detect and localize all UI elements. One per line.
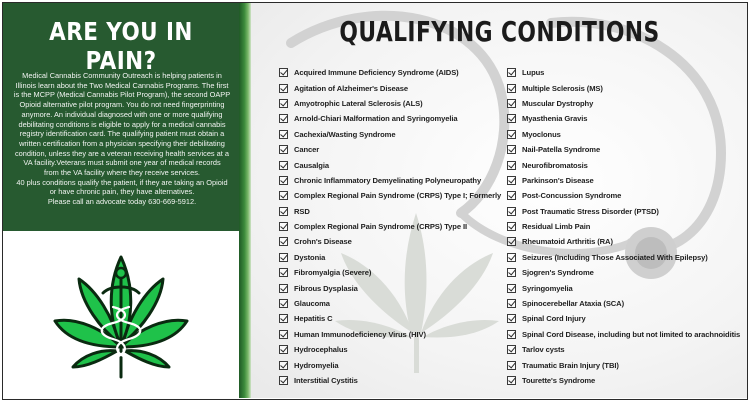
page-title: QUALIFYING CONDITIONS [339, 15, 660, 48]
condition-item [279, 80, 501, 95]
info-paragraph-line: Illinois learn about the Two Medical Cannabis Programs. The first [15, 80, 229, 90]
condition-item [279, 204, 501, 219]
condition-label: Myasthenia Gravis [522, 114, 588, 124]
condition-item [279, 357, 501, 372]
condition-label: Tarlov cysts [522, 345, 565, 355]
checkbox-checked-icon [279, 222, 288, 231]
condition-item [279, 111, 501, 126]
checkbox-checked-icon [279, 237, 288, 246]
condition-label: Residual Limb Pain [522, 222, 591, 232]
checkbox-checked-icon [507, 314, 516, 323]
checkbox-checked-icon [507, 361, 516, 370]
condition-item [507, 250, 740, 265]
condition-item [507, 342, 740, 357]
condition-item [279, 173, 501, 188]
condition-item [279, 280, 501, 295]
checkbox-checked-icon [507, 345, 516, 354]
condition-label: Spinal Cord Injury [522, 314, 586, 324]
condition-item [507, 142, 740, 157]
checkbox-checked-icon [279, 330, 288, 339]
condition-item [507, 173, 740, 188]
condition-item [507, 65, 740, 80]
condition-label: Myoclonus [522, 129, 561, 139]
condition-item [507, 280, 740, 295]
divider-strip [239, 3, 251, 398]
info-paragraph-line: Medical Cannabis Community Outreach is helping patients in [22, 71, 222, 80]
condition-item [507, 157, 740, 172]
checkbox-checked-icon [279, 314, 288, 323]
checkbox-checked-icon [279, 84, 288, 93]
condition-label: RSD [294, 206, 310, 216]
condition-item [507, 127, 740, 142]
condition-label: Crohn's Disease [294, 237, 352, 247]
checkbox-checked-icon [279, 114, 288, 123]
condition-label: Dystonia [294, 252, 326, 262]
condition-label: Rheumatoid Arthritis (RA) [522, 237, 613, 247]
checkbox-checked-icon [507, 84, 516, 93]
condition-item [507, 111, 740, 126]
condition-item [507, 96, 740, 111]
condition-label: Interstitial Cystitis [294, 376, 358, 385]
info-paragraph-line: Please call an advocate today 630-669-5912. [47, 197, 197, 207]
condition-label: Fibrous Dysplasia [294, 283, 358, 293]
condition-label: Seizures (Including Those Associated With Epilepsy) [522, 252, 708, 262]
condition-item [279, 311, 501, 326]
condition-label: Spinal Cord Disease, including but not limited to arachnoiditis [522, 329, 741, 339]
checkbox-checked-icon [279, 130, 288, 139]
condition-label: Post-Concussion Syndrome [522, 191, 622, 201]
checkbox-checked-icon [279, 376, 288, 385]
checkbox-checked-icon [507, 114, 516, 123]
conditions-column-2 [507, 65, 740, 388]
condition-item [507, 265, 740, 280]
condition-label: Glaucoma [294, 299, 330, 309]
info-paragraph [9, 71, 235, 207]
condition-item [507, 188, 740, 203]
condition-label: Syringomyelia [522, 283, 573, 293]
condition-label: Cancer [294, 145, 320, 155]
info-box [3, 3, 239, 231]
condition-label: Lupus [522, 68, 545, 78]
info-paragraph-line: Opioid alternative pilot program. You do not need fingerprinting [19, 100, 225, 110]
condition-item [279, 157, 501, 172]
condition-label: Complex Regional Pain Syndrome (CRPS) Type II [294, 222, 468, 232]
info-paragraph-line: registry identification card. The qualifying patient must obtain a [19, 129, 225, 139]
condition-item [279, 142, 501, 157]
condition-item [507, 80, 740, 95]
condition-label: Parkinson's Disease [522, 175, 594, 185]
condition-label: Arnold-Chiari Malformation and Syringomyelia [294, 114, 458, 124]
left-panel [3, 3, 239, 398]
checkbox-checked-icon [507, 130, 516, 139]
condition-item [507, 311, 740, 326]
condition-item [279, 96, 501, 111]
condition-label: Human Immunodeficiency Virus (HIV) [294, 329, 426, 339]
condition-item [279, 234, 501, 249]
condition-item [279, 65, 501, 80]
info-paragraph-line: anymore. An individual diagnosed with one or more qualifying [21, 109, 223, 119]
checkbox-checked-icon [507, 176, 516, 185]
condition-label: Post Traumatic Stress Disorder (PTSD) [522, 206, 659, 216]
info-paragraph-line: debilitating conditions is eligible to apply for a medical cannabis [18, 119, 226, 129]
condition-item [279, 342, 501, 357]
condition-item [507, 204, 740, 219]
checkbox-checked-icon [507, 376, 516, 385]
condition-label: Fibromyalgia (Severe) [294, 268, 372, 278]
headline: ARE YOU IN PAIN? [49, 17, 193, 75]
info-paragraph-line: from the VA facility where they receive services. [44, 168, 200, 178]
info-paragraph-line: condition, unless they are a veteran receiving health services at a [14, 148, 230, 158]
checkbox-checked-icon [279, 361, 288, 370]
checkbox-checked-icon [279, 68, 288, 77]
condition-item [279, 219, 501, 234]
conditions-column-1 [279, 65, 501, 388]
checkbox-checked-icon [507, 99, 516, 108]
condition-item [507, 327, 740, 342]
condition-label: Tourette's Syndrome [522, 376, 596, 385]
condition-label: Complex Regional Pain Syndrome (CRPS) Type I; Formerly [294, 191, 502, 201]
condition-item [507, 296, 740, 311]
right-panel [251, 3, 748, 398]
info-paragraph-line: written certification from a physician specifying their debilitating [19, 138, 225, 148]
checkbox-checked-icon [279, 99, 288, 108]
condition-item [279, 327, 501, 342]
condition-label: Chronic Inflammatory Demyelinating Polyneuropathy [294, 175, 482, 185]
checkbox-checked-icon [279, 253, 288, 262]
condition-item [507, 219, 740, 234]
checkbox-checked-icon [507, 284, 516, 293]
checkbox-checked-icon [507, 253, 516, 262]
condition-item [279, 296, 501, 311]
checkbox-checked-icon [507, 237, 516, 246]
condition-item [279, 127, 501, 142]
checkbox-checked-icon [279, 284, 288, 293]
checkbox-checked-icon [507, 68, 516, 77]
checkbox-checked-icon [279, 161, 288, 170]
condition-label: Agitation of Alzheimer's Disease [294, 83, 408, 93]
condition-label: Acquired Immune Deficiency Syndrome (AIDS) [294, 68, 459, 78]
checkbox-checked-icon [279, 176, 288, 185]
info-paragraph-line: 40 plus conditions qualify the patient, if they are taking an Opioid [16, 177, 228, 187]
flyer [2, 2, 748, 400]
condition-label: Spinocerebellar Ataxia (SCA) [522, 299, 624, 309]
condition-label: Multiple Sclerosis (MS) [522, 83, 603, 93]
condition-label: Cachexia/Wasting Syndrome [294, 129, 396, 139]
checkbox-checked-icon [507, 161, 516, 170]
checkbox-checked-icon [507, 207, 516, 216]
checkbox-checked-icon [279, 345, 288, 354]
condition-label: Sjogren's Syndrome [522, 268, 594, 278]
condition-label: Hepatitis C [294, 314, 333, 324]
condition-label: Nail-Patella Syndrome [522, 145, 601, 155]
condition-label: Amyotrophic Lateral Sclerosis (ALS) [294, 98, 423, 108]
checkbox-checked-icon [507, 222, 516, 231]
checkbox-checked-icon [279, 191, 288, 200]
condition-label: Muscular Dystrophy [522, 98, 594, 108]
checkbox-checked-icon [507, 299, 516, 308]
condition-label: Traumatic Brain Injury (TBI) [522, 360, 619, 370]
checkbox-checked-icon [279, 207, 288, 216]
condition-item [279, 265, 501, 280]
checkbox-checked-icon [507, 145, 516, 154]
condition-item [279, 250, 501, 265]
checkbox-checked-icon [507, 268, 516, 277]
checkbox-checked-icon [279, 299, 288, 308]
condition-label: Neurofibromatosis [522, 160, 588, 170]
info-paragraph-line: VA facility.Veterans must submit one year of medical records [23, 158, 221, 168]
checkbox-checked-icon [279, 268, 288, 277]
condition-label: Causalgia [294, 160, 329, 170]
condition-item [507, 234, 740, 249]
info-paragraph-line: is the MCPP (Medical Cannabis Pilot Program), the second OAPP [13, 90, 231, 100]
condition-item [507, 373, 740, 388]
info-paragraph-line: or have chronic pain, they have alternatives. [49, 187, 195, 197]
condition-item [279, 373, 501, 388]
condition-item [279, 188, 501, 203]
checkbox-checked-icon [507, 330, 516, 339]
checkbox-checked-icon [507, 191, 516, 200]
cannabis-caduceus-logo [51, 251, 191, 381]
condition-label: Hydrocephalus [294, 345, 348, 355]
condition-item [507, 357, 740, 372]
condition-label: Hydromyelia [294, 360, 339, 370]
checkbox-checked-icon [279, 145, 288, 154]
